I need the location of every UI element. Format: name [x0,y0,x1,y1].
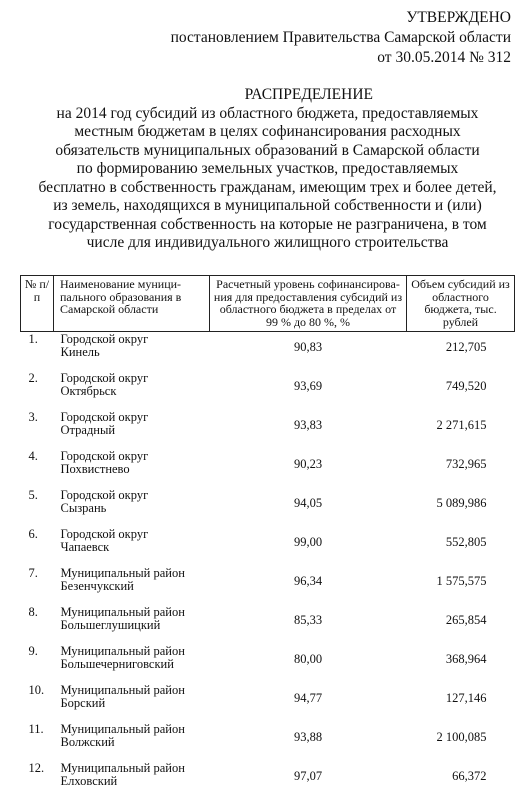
subsidy-amount: 66,372 [407,761,515,800]
municipality-name: Волжский [57,736,207,749]
municipality-name: Чапаевск [57,541,207,554]
municipality-name: Борский [57,697,207,710]
subsidy-amount: 5 089,986 [407,488,515,527]
cofinancing-level: 93,69 [210,371,407,410]
row-number: 12. [21,761,54,800]
municipality-type: Городской округ [57,333,207,346]
row-number: 7. [21,566,54,605]
heading-line: из земель, находящихся в муниципальной собственности и (или) [20,197,515,216]
municipality-name: Кинель [57,346,207,359]
row-number: 10. [21,683,54,722]
document-title: РАСПРЕДЕЛЕНИЕ [20,86,515,105]
municipality-type: Муниципальный район [57,606,207,619]
subsidy-amount: 2 100,085 [407,722,515,761]
table-row [21,683,515,722]
header-cofinancing-level: Расчетный уровень софинансирова-ния для предоставления субсидий из областного бюджета в пределах от 99 % до 80 %, % [210,276,407,332]
approval-date: от 30.05.2014 № 312 [171,48,511,68]
table-row [21,332,515,372]
approval-label: УТВЕРЖДЕНО [171,8,511,28]
subsidy-amount: 212,705 [407,332,515,372]
cofinancing-level: 94,05 [210,488,407,527]
table-header-row [21,276,515,332]
table-row [21,761,515,800]
municipality-cell [54,332,210,372]
table-row [21,644,515,683]
cofinancing-level: 97,07 [210,761,407,800]
municipality-type: Городской округ [57,411,207,424]
cofinancing-level: 96,34 [210,566,407,605]
municipality-name: Безенчукский [57,580,207,593]
municipality-name: Сызрань [57,502,207,515]
cofinancing-level: 90,83 [210,332,407,372]
approval-issuer: постановлением Правительства Самарской области [171,28,511,48]
row-number: 9. [21,644,54,683]
cofinancing-level: 93,83 [210,410,407,449]
table-row [21,605,515,644]
municipality-name: Похвистнево [57,463,207,476]
cofinancing-level: 93,88 [210,722,407,761]
row-number: 8. [21,605,54,644]
municipality-type: Муниципальный район [57,684,207,697]
municipality-cell [54,683,210,722]
heading-line: по формированию земельных участков, предоставляемых [20,160,515,179]
row-number: 2. [21,371,54,410]
table-body [21,332,515,800]
municipality-name: Отрадный [57,424,207,437]
table-row [21,488,515,527]
municipality-type: Городской округ [57,528,207,541]
municipality-type: Городской округ [57,489,207,502]
cofinancing-level: 99,00 [210,527,407,566]
municipality-cell [54,488,210,527]
header-municipality: Наименование муници-пального образования в Самарской области [54,276,210,332]
row-number: 6. [21,527,54,566]
municipality-cell [54,761,210,800]
subsidy-amount: 1 575,575 [407,566,515,605]
municipality-type: Муниципальный район [57,762,207,775]
header-number: № п/п [21,276,54,332]
municipality-name: Большечерниговский [57,658,207,671]
municipality-cell [54,410,210,449]
municipality-cell [54,644,210,683]
municipality-cell [54,722,210,761]
municipality-type: Городской округ [57,372,207,385]
cofinancing-level: 85,33 [210,605,407,644]
table-row [21,449,515,488]
table-row [21,371,515,410]
row-number: 5. [21,488,54,527]
municipality-cell [54,527,210,566]
cofinancing-level: 90,23 [210,449,407,488]
row-number: 3. [21,410,54,449]
approval-block [171,8,511,68]
subsidy-amount: 368,964 [407,644,515,683]
subsidy-amount: 732,965 [407,449,515,488]
municipality-type: Муниципальный район [57,567,207,580]
cofinancing-level: 80,00 [210,644,407,683]
table-row [21,527,515,566]
subsidy-amount: 265,854 [407,605,515,644]
municipality-cell [54,605,210,644]
heading-line: местным бюджетам в целях софинансирования расходных [20,123,515,142]
document-heading [20,86,515,253]
municipality-type: Городской округ [57,450,207,463]
cofinancing-level: 94,77 [210,683,407,722]
distribution-table [20,275,515,800]
header-subsidy-amount: Объем субсидий из областного бюджета, тыс. рублей [407,276,515,332]
heading-line: государственная собственность на которые не разграничена, в том [20,216,515,235]
row-number: 1. [21,332,54,372]
heading-line: на 2014 год субсидий из областного бюджета, предоставляемых [20,105,515,124]
municipality-name: Елховский [57,775,207,788]
municipality-name: Большеглушицкий [57,619,207,632]
row-number: 4. [21,449,54,488]
municipality-cell [54,449,210,488]
table-row [21,722,515,761]
table-row [21,566,515,605]
subsidy-amount: 552,805 [407,527,515,566]
heading-line: обязательств муниципальных образований в Самарской области [20,142,515,161]
row-number: 11. [21,722,54,761]
subsidy-amount: 127,146 [407,683,515,722]
subsidy-amount: 2 271,615 [407,410,515,449]
heading-line: числе для индивидуального жилищного строительства [20,234,515,253]
municipality-type: Муниципальный район [57,723,207,736]
heading-line: бесплатно в собственность гражданам, имеющим трех и более детей, [20,179,515,198]
municipality-cell [54,566,210,605]
municipality-type: Муниципальный район [57,645,207,658]
subsidy-amount: 749,520 [407,371,515,410]
municipality-cell [54,371,210,410]
table-row [21,410,515,449]
municipality-name: Октябрьск [57,385,207,398]
